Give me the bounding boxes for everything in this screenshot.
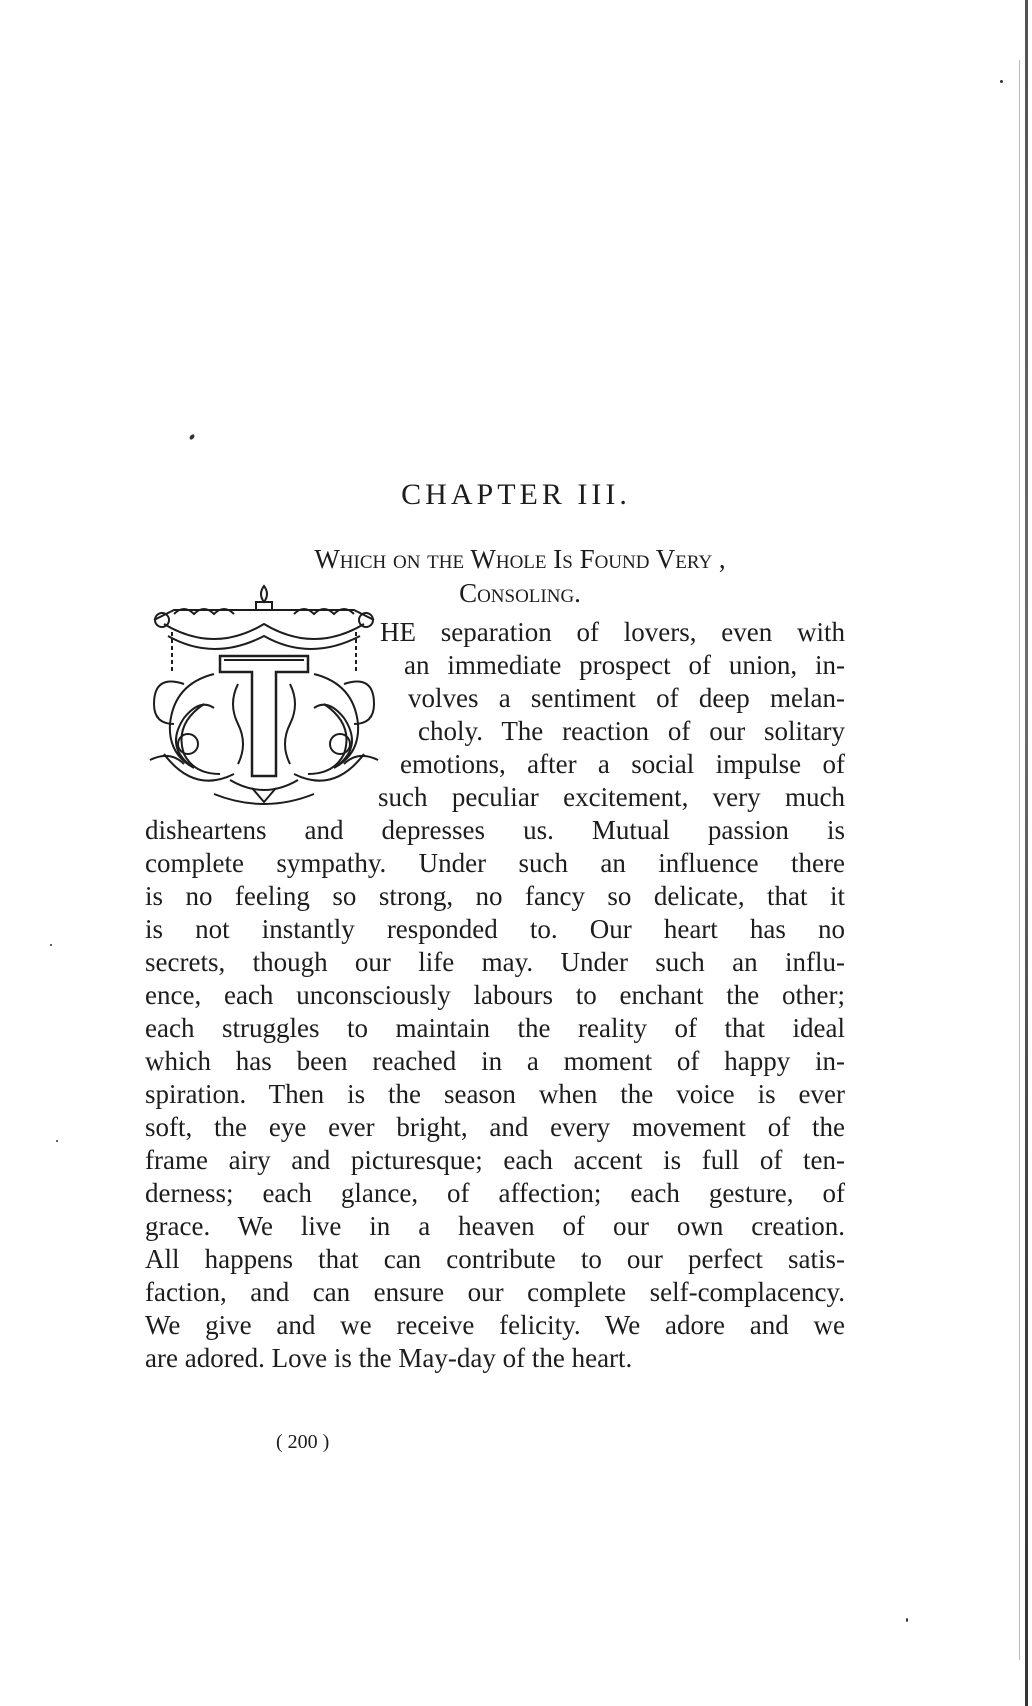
chapter-subtitle-line-2: Consoling. xyxy=(459,578,581,608)
body-line: HE separation of lovers, even with xyxy=(380,617,845,647)
scan-speck xyxy=(56,1140,58,1142)
body-line: secrets, though our life may. Under such an influ- xyxy=(145,947,845,977)
body-line: volves a sentiment of deep melan- xyxy=(408,683,845,713)
scan-speck xyxy=(50,944,52,946)
body-line: complete sympathy. Under such an influence there xyxy=(145,848,845,878)
page-number: ( 200 ) xyxy=(276,1431,330,1453)
body-line: which has been reached in a moment of happy in- xyxy=(145,1046,845,1076)
page-edge-line xyxy=(1019,60,1020,1660)
body-line: grace. We live in a heaven of our own creation. xyxy=(145,1211,845,1241)
chapter-title: CHAPTER III. xyxy=(401,478,631,511)
ornamental-initial-t-icon xyxy=(144,584,384,810)
body-line-last: are adored. Love is the May-day of the heart. xyxy=(145,1343,633,1373)
page-edge-shadow xyxy=(1025,0,1028,1706)
body-line: derness; each glance, of affection; each gesture, of xyxy=(145,1178,845,1208)
body-line: spiration. Then is the season when the voice is ever xyxy=(145,1079,845,1109)
body-line: each struggles to maintain the reality of that ideal xyxy=(145,1013,845,1043)
body-line: faction, and can ensure our complete self-complacency. xyxy=(145,1277,845,1307)
body-line: is no feeling so strong, no fancy so delicate, that it xyxy=(145,881,845,911)
body-line: soft, the eye ever bright, and every movement of the xyxy=(145,1112,845,1142)
chapter-subtitle-line-1: Which on the Whole Is Found Very , xyxy=(314,544,726,574)
body-line: such peculiar excitement, very much xyxy=(378,782,845,812)
body-line: is not instantly responded to. Our heart has no xyxy=(145,914,845,944)
body-line: an immediate prospect of union, in- xyxy=(404,650,845,680)
scan-speck xyxy=(906,1618,908,1622)
body-line: disheartens and depresses us. Mutual passion is xyxy=(145,815,845,845)
scan-speck xyxy=(189,433,196,440)
body-line: frame airy and picturesque; each accent is full of ten- xyxy=(145,1145,845,1175)
scan-speck xyxy=(1000,80,1003,83)
body-line: emotions, after a social impulse of xyxy=(400,749,845,779)
body-line: All happens that can contribute to our perfect satis- xyxy=(145,1244,845,1274)
body-line: choly. The reaction of our solitary xyxy=(418,716,845,746)
body-line: ence, each unconsciously labours to enchant the other; xyxy=(145,980,845,1010)
body-line: We give and we receive felicity. We adore and we xyxy=(145,1310,845,1340)
